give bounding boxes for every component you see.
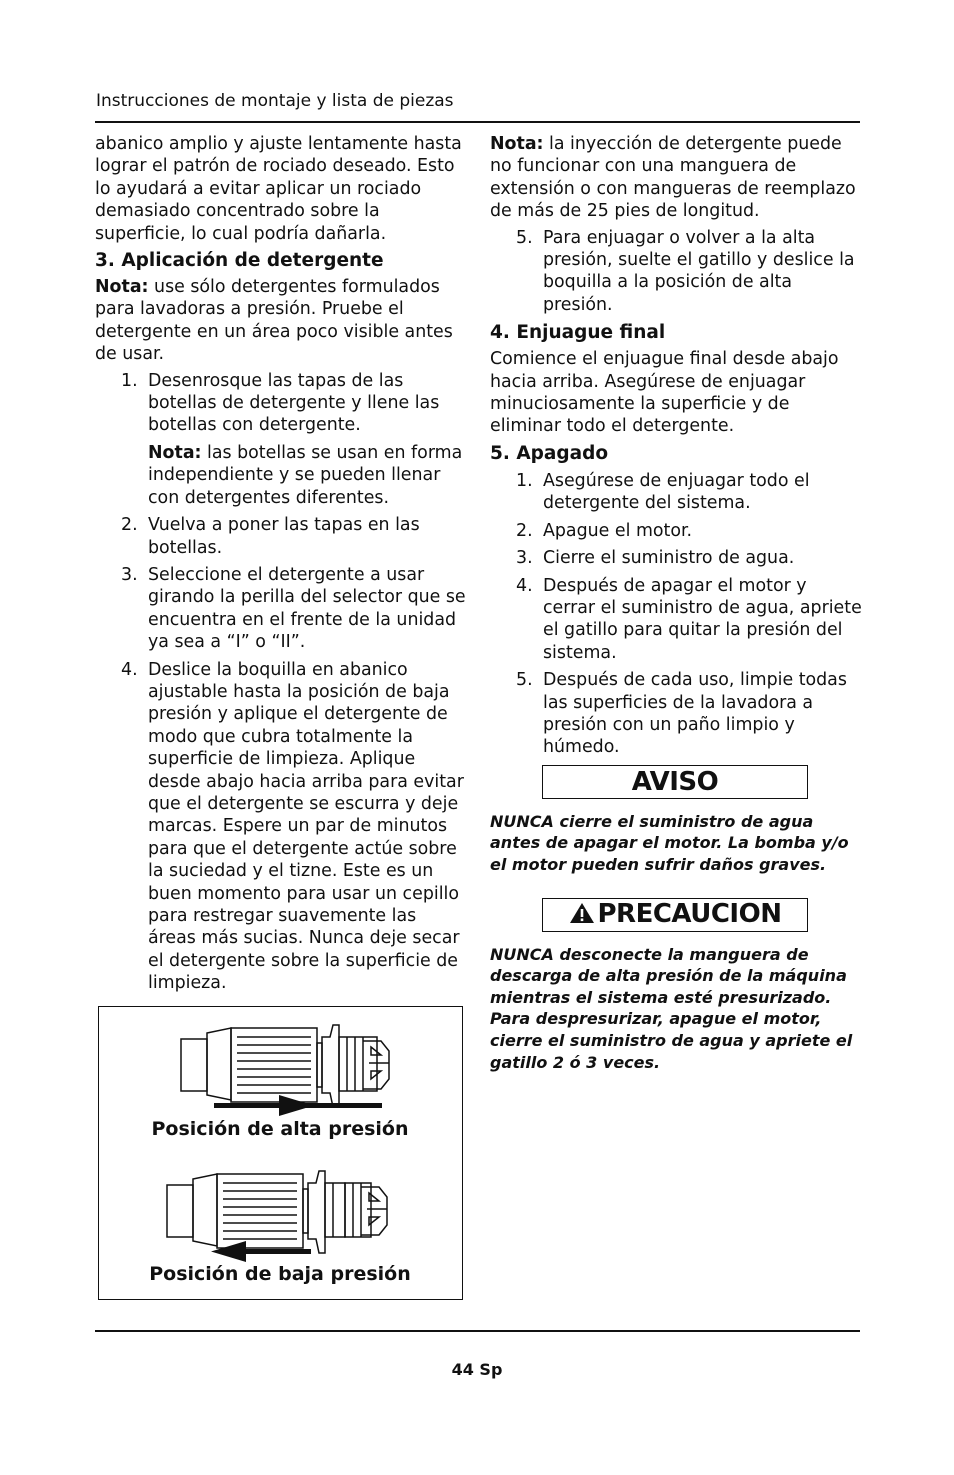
nozzle-high-pressure-drawing — [181, 1025, 389, 1107]
high-pressure-label: Posición de alta presión — [151, 1118, 409, 1140]
low-pressure-label: Posición de baja presión — [149, 1263, 411, 1285]
precaucion-label: PRECAUCION — [597, 899, 782, 930]
right-column — [490, 133, 862, 1085]
step-number: 3. — [516, 548, 533, 569]
step-number: 4. — [516, 575, 533, 596]
note-text: use sólo detergentes formulados para lavadoras a presión. Pruebe el detergente en un área poco visible antes de usar. — [95, 277, 453, 365]
step-text: Después de apagar el motor y cerrar el suministro de agua, apriete el gatillo para quitar la presión del sistema. — [543, 575, 862, 663]
list-item — [95, 564, 467, 654]
step-text: Para enjuagar o volver a la alta presión, suelte el gatillo y deslice la boquilla a la posición de alta presión. — [543, 227, 855, 315]
section-4-text: Comience el enjuague final desde abajo hacia arriba. Asegúrese de enjuagar minuciosamente la superficie y de eliminar todo el detergente. — [490, 349, 839, 437]
step-text: Después de cada uso, limpie todas las superficies de la lavadora a presión con un paño limpio y húmedo. — [543, 670, 847, 758]
arrow-left-icon — [211, 1241, 311, 1262]
note-label: Nota: — [490, 134, 544, 154]
section-3-steps-continued — [490, 227, 862, 317]
section-3-heading: 3. Aplicación de detergente — [95, 250, 384, 272]
page-number: 44 Sp — [451, 1360, 503, 1379]
list-item — [95, 659, 467, 995]
section-4-heading: 4. Enjuague final — [490, 322, 666, 344]
list-item — [490, 669, 862, 759]
step-number: 5. — [516, 670, 533, 691]
step-text: Asegúrese de enjuagar todo el detergente del sistema. — [543, 470, 810, 514]
list-item — [95, 370, 467, 509]
list-item — [490, 227, 862, 317]
list-item — [490, 470, 862, 515]
note-text: las botellas se usan en forma independiente y se pueden llenar con detergentes diferentes. — [148, 442, 463, 508]
step-note — [148, 442, 467, 509]
step-number: 1. — [516, 470, 533, 491]
step-number: 2. — [121, 515, 138, 536]
note-text: la inyección de detergente puede no funcionar con una manguera de extensión o con mangueras de reemplazo de más de 25 pies de longitud. — [490, 134, 856, 222]
step-text: Cierre el suministro de agua. — [543, 548, 795, 569]
step-text: Seleccione el detergente a usar girando la perilla del selector que se encuentra en el frente de la unidad ya sea a “I” o “II”. — [148, 564, 466, 653]
step-number: 4. — [121, 659, 138, 680]
section-5-heading: 5. Apagado — [490, 442, 609, 464]
footer-rule — [95, 1330, 860, 1332]
list-item — [490, 575, 862, 665]
step-number: 1. — [121, 370, 138, 391]
left-column — [95, 133, 467, 1000]
nozzle-illustration — [99, 1007, 461, 1298]
section-3-note — [95, 276, 467, 366]
header-rule — [95, 121, 860, 123]
nozzle-low-pressure-drawing — [167, 1171, 387, 1253]
step-number: 2. — [516, 520, 533, 541]
precaucion-text: NUNCA desconecte la manguera de descarga de alta presión de la máquina mientras el sistema esté presurizado. Para despresurizar, apague el motor, cierre el suministro de agua y apriete el gatillo 2 ó 3 veces. — [490, 944, 853, 1072]
list-item — [490, 520, 862, 542]
section-5-steps — [490, 470, 862, 759]
step-text: Vuelva a poner las tapas en las botellas. — [148, 515, 420, 558]
precaucion-signal-box — [542, 898, 808, 932]
aviso-text: NUNCA cierre el suministro de agua antes de apagar el motor. La bomba y/o el motor pueden sufrir daños graves. — [490, 811, 849, 874]
injection-note — [490, 133, 862, 223]
step-text: Apague el motor. — [543, 520, 693, 541]
intro-paragraph: abanico amplio y ajuste lentamente hasta lograr el patrón de rociado deseado. Esto lo ayudará a evitar aplicar un rociado demasiado concentrado sobre la superficie, lo cual podría dañarla. — [95, 134, 462, 244]
step-text: Deslice la boquilla en abanico ajustable hasta la posición de baja presión y aplique el detergente de modo que cubra totalmente la superficie de limpieza. Aplique desde abajo hacia arriba para evitar que el detergente se escurra y deje marcas. Espere un par de minutos para que el detergente actúe sobre la suciedad y el tizne. Este es un buen momento para usar un cepillo para restregar suavemente las áreas más sucias. Nunca deje secar el detergente sobre la superficie de limpieza. — [148, 659, 464, 994]
list-item — [490, 547, 862, 569]
running-header: Instrucciones de montaje y lista de piezas — [96, 91, 454, 111]
step-number: 3. — [121, 564, 138, 585]
arrow-right-icon — [214, 1095, 382, 1116]
step-number: 5. — [516, 227, 533, 248]
step-text: Desenrosque las tapas de las botellas de detergente y llene las botellas con detergente. — [148, 370, 440, 436]
aviso-signal-box — [542, 765, 808, 799]
list-item — [95, 514, 467, 559]
section-3-steps — [95, 370, 467, 995]
nozzle-position-figure — [98, 1006, 463, 1300]
note-label: Nota: — [95, 277, 149, 298]
note-label: Nota: — [148, 442, 202, 463]
aviso-label: AVISO — [631, 766, 719, 797]
warning-triangle-icon — [569, 902, 595, 927]
